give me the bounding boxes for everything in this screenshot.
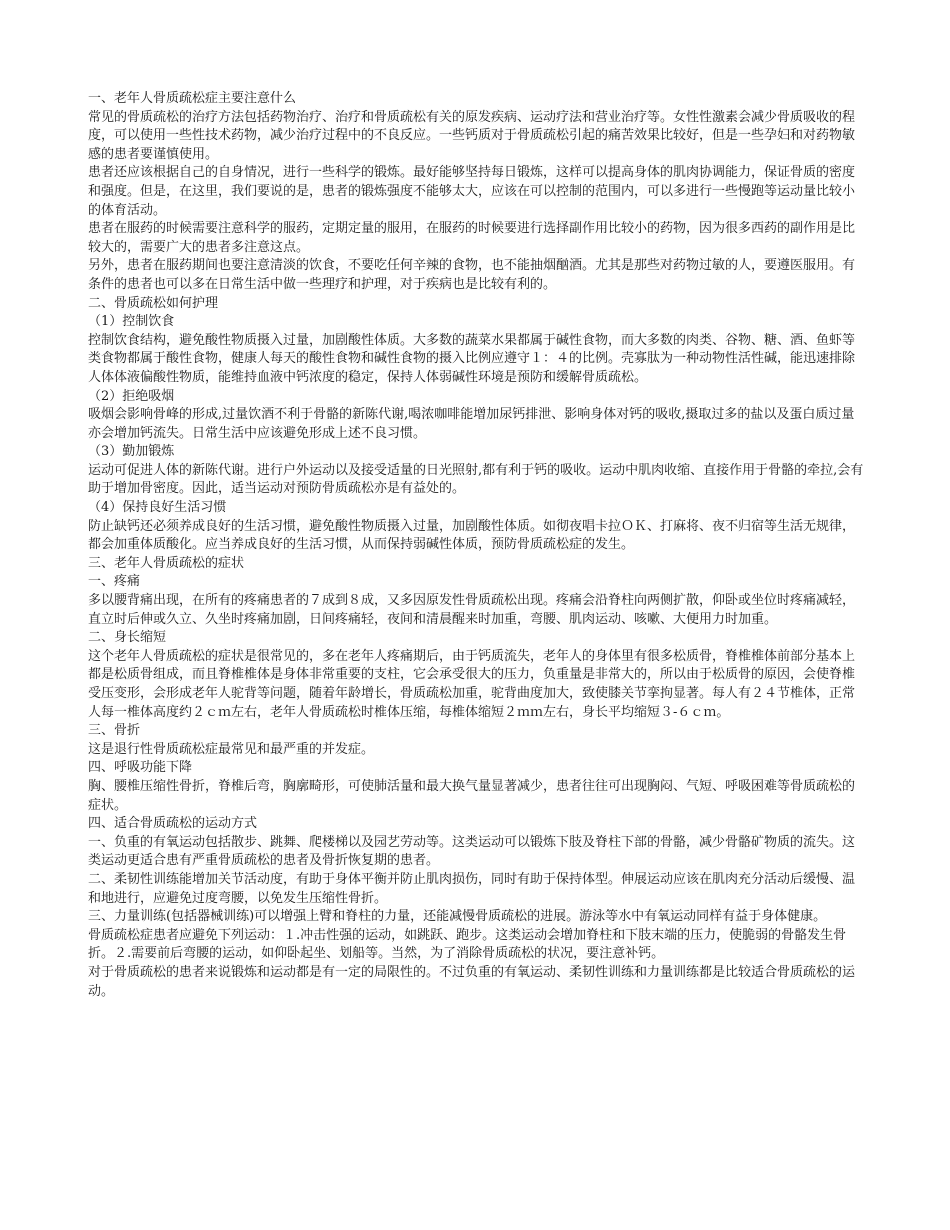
paragraph: 另外，患者在服药期间也要注意清淡的饮食，不要吃任何辛辣的食物，也不能抽烟酗酒。尤其是那些对药物过敏的人，要遵医服用。有条件的患者也可以多在日常生活中做一些理疗和护理，对于疾病也是比较有利的。 — [88, 258, 856, 292]
paragraph: 患者还应该根据自己的自身情况，进行一些科学的锻炼。最好能够坚持每日锻炼，这样可以提高身体的肌肉协调能力，保证骨质的密度和强度。但是，在这里，我们要说的是，患者的锻炼强度不能够太大，应该在可以控制的范围内，可以多进行一些慢跑等运动量比较小的体育活动。 — [88, 165, 856, 218]
paragraph: 患者在服药的时候需要注意科学的服药，定期定量的服用，在服药的时候要进行选择副作用比较小的药物，因为很多西药的副作用是比较大的，需要广大的患者多注意这点。 — [88, 221, 856, 255]
subheading: （2）拒绝吸烟 — [88, 388, 175, 404]
paragraph: 这是退行性骨质疏松症最常见和最严重的并发症。 — [88, 741, 375, 757]
paragraph: 多以腰背痛出现，在所有的疼痛患者的７成到８成，又多因原发性骨质疏松出现。疼痛会沿脊柱向两侧扩散，仰卧或坐位时疼痛减轻，直立时后伸或久立、久坐时疼痛加剧，日间疼痛轻，夜间和清晨醒来时加重，弯腰、肌肉运动、咳嗽、大便用力时加重。 — [88, 593, 856, 627]
paragraph: 吸烟会影响骨峰的形成,过量饮酒不利于骨骼的新陈代谢,喝浓咖啡能增加尿钙排泄、影响身体对钙的吸收,摄取过多的盐以及蛋白质过量亦会增加钙流失。日常生活中应该避免形成上述不良习惯。 — [88, 407, 855, 441]
section-heading: 二、骨质疏松如何护理 — [88, 295, 219, 311]
subheading: （3）勤加锻炼 — [88, 444, 175, 460]
subheading: 三、骨折 — [88, 723, 141, 739]
subheading: （4）保持良好生活习惯 — [88, 500, 227, 516]
section-heading: 四、适合骨质疏松的运动方式 — [88, 816, 258, 832]
subheading: 四、呼吸功能下降 — [88, 760, 193, 776]
subheading: （1）控制饮食 — [88, 314, 175, 330]
paragraph: 对于骨质疏松的患者来说锻炼和运动都是有一定的局限性的。不过负重的有氧运动、柔韧性训练和力量训练都是比较适合骨质疏松的运动。 — [88, 964, 856, 999]
document-body — [88, 90, 866, 1001]
paragraph: 控制饮食结构，避免酸性物质摄入过量，加剧酸性体质。大多数的蔬菜水果都属于碱性食物，而大多数的肉类、谷物、糖、酒、鱼虾等类食物都属于酸性食物，健康人每天的酸性食物和碱性食物的摄入比例应遵守１：４的比例。壳寡肽为一种动物性活性碱，能迅速排除人体体液偏酸性物质，能维持血液中钙浓度的稳定，保持人体弱碱性环境是预防和缓解骨质疏松。 — [88, 332, 856, 385]
subheading: 二、身长缩短 — [88, 630, 167, 646]
section-heading: 三、老年人骨质疏松的症状 — [88, 555, 245, 571]
paragraph: 常见的骨质疏松的治疗方法包括药物治疗、治疗和骨质疏松有关的原发疾病、运动疗法和营业治疗等。女性性激素会减少骨质吸收的程度，可以使用一些性技术药物，减少治疗过程中的不良反应。一些钙质对于骨质疏松引起的痛苦效果比较好，但是一些孕妇和对药物敏感的患者要谨慎使用。 — [88, 109, 856, 162]
paragraph: 三、力量训练(包括器械训练)可以增强上臂和脊柱的力量，还能减慢骨质疏松的进展。游泳等水中有氧运动同样有益于身体健康。 — [88, 909, 827, 925]
section-heading: 一、老年人骨质疏松症主要注意什么 — [88, 91, 297, 106]
paragraph: 运动可促进人体的新陈代谢。进行户外运动以及接受适量的日光照射,都有利于钙的吸收。运动中肌肉收缩、直接作用于骨骼的牵拉,会有助于增加骨密度。因此，适当运动对预防骨质疏松亦是有益处的。 — [88, 462, 864, 497]
paragraph: 一、负重的有氧运动包括散步、跳舞、爬楼梯以及园艺劳动等。这类运动可以锻炼下肢及脊柱下部的骨骼，减少骨骼矿物质的流失。这类运动更适合患有严重骨质疏松的患者及骨折恢复期的患者。 — [88, 834, 856, 869]
paragraph: 二、柔韧性训练能增加关节活动度，有助于身体平衡并防止肌肉损伤，同时有助于保持体型。伸展运动应该在肌肉充分活动后缓慢、温和地进行，应避免过度弯腰，以免发生压缩性骨折。 — [88, 871, 856, 906]
paragraph: 这个老年人骨质疏松的症状是很常见的，多在老年人疼痛期后，由于钙质流失，老年人的身体里有很多松质骨，脊椎椎体前部分基本上都是松质骨组成，而且脊椎椎体是身体非常重要的支柱，它会承受很大的压力，负重量是非常大的，所以由于松质骨的原因，会使脊椎受压变形，会形成老年人驼背等问题，随着年龄增长，骨质疏松加重，驼背曲度加大，致使膝关节挛拘显著。每人有２４节椎体，正常人每一椎体高度约２ｃｍ左右，老年人骨质疏松时椎体压缩，每椎体缩短２ｍｍ左右，身长平均缩短３-６ｃｍ。 — [88, 648, 856, 720]
paragraph: 骨质疏松症患者应避免下列运动：１.冲击性强的运动，如跳跃、跑步。这类运动会增加脊柱和下肢末端的压力，使脆弱的骨骼发生骨折。２.需要前后弯腰的运动，如仰卧起坐、划船等。当然，为了消除骨质疏松的状况，要注意补钙。 — [88, 927, 847, 962]
paragraph: 防止缺钙还必须养成良好的生活习惯，避免酸性物质摄入过量，加剧酸性体质。如彻夜唱卡拉ＯＫ、打麻将、夜不归宿等生活无规律，都会加重体质酸化。应当养成良好的生活习惯，从而保持弱碱性体质，预防骨质疏松症的发生。 — [88, 518, 856, 553]
paragraph: 胸、腰椎压缩性骨折，脊椎后弯，胸廓畸形，可使肺活量和最大换气量显著减少，患者往往可出现胸闷、气短、呼吸困难等骨质疏松的症状。 — [88, 778, 856, 813]
subheading: 一、疼痛 — [88, 574, 141, 590]
